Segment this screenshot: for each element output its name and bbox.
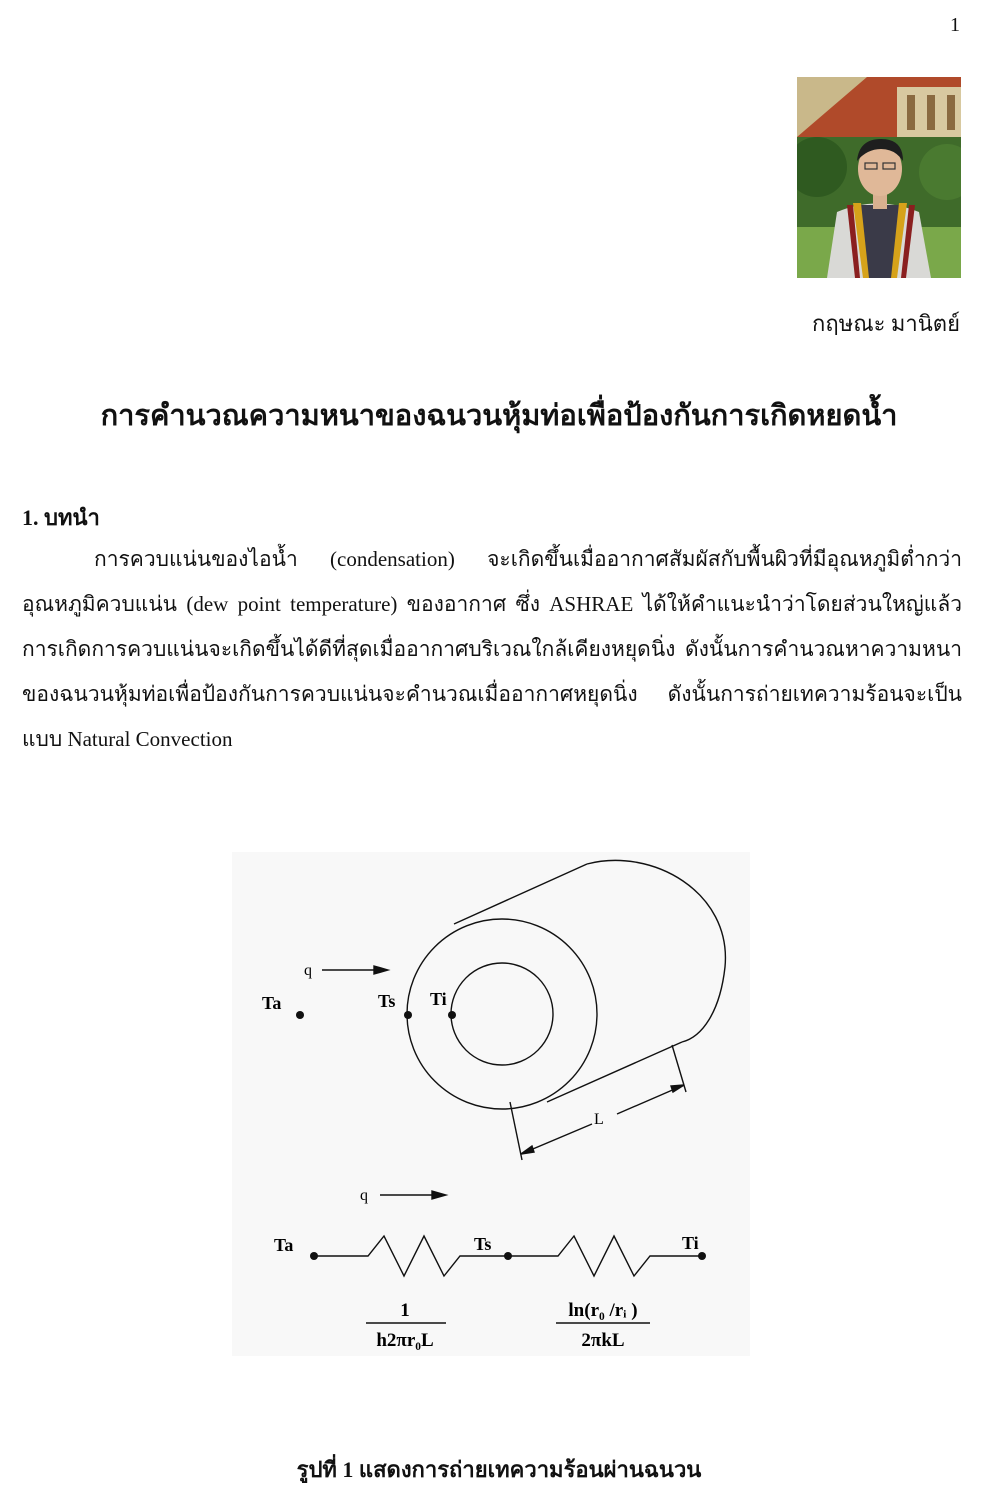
ta-point-top: [296, 1011, 304, 1019]
heat-transfer-figure: [232, 852, 750, 1356]
ti-node: [698, 1252, 706, 1260]
r1-denominator: h2πr₀L: [376, 1330, 434, 1351]
r2-denominator: 2πkL: [581, 1330, 625, 1351]
q-label-bottom: q: [360, 1187, 368, 1204]
ts-node: [504, 1252, 512, 1260]
q-label-top: q: [304, 962, 312, 979]
document-title: การคำนวณความหนาของฉนวนหุ้มท่อเพื่อป้องกันการเกิดหยดน้ำ: [100, 400, 898, 432]
intro-paragraph: การควบแน่นของไอน้ำ (condensation) จะเกิดขึ้นเมื่ออากาศสัมผัสกับพื้นผิวที่มีอุณหภูมิต่ำกว่าอุณหภูมิควบแน่น (dew point temperature) ของอากาศ ซึ่ง ASHRAE ได้ให้คำแนะนำว่าโดยส่วนใหญ่แล้วการเกิดการควบแน่นจะเกิดขึ้นได้ดีที่สุดเมื่ออากาศบริเวณใกล้เคียงหยุดนิ่ง ดังนั้นการคำนวณหาความหนาของฉนวนหุ้มท่อเพื่อป้องกันการควบแน่นจะคำนวณเมื่ออากาศหยุดนิ่ง ดังนั้นการถ่ายเทความร้อนจะเป็นแบบ Natural Convection: [22, 547, 962, 751]
ti-label-bottom: Ti: [682, 1233, 699, 1253]
ta-label-bottom: Ta: [274, 1235, 294, 1255]
author-photo: [797, 77, 961, 278]
ti-point-top: [448, 1011, 456, 1019]
length-label: L: [594, 1111, 604, 1128]
figure-caption: รูปที่ 1 แสดงการถ่ายเทความร้อนผ่านฉนวน: [296, 1457, 702, 1482]
ts-label-bottom: Ts: [474, 1234, 492, 1254]
ta-node: [310, 1252, 318, 1260]
r2-numerator: ln(r₀ /rᵢ ): [568, 1300, 638, 1321]
author-name: กฤษณะ มานิตย์: [812, 311, 960, 336]
q-arrow-bottom: [380, 1191, 446, 1199]
ts-point-top: [404, 1011, 412, 1019]
ti-label-top: Ti: [430, 989, 447, 1009]
section-heading: 1. บทนำ: [22, 505, 100, 530]
ts-label-top: Ts: [378, 991, 396, 1011]
insulated-pipe-drawing: [352, 852, 747, 1160]
page-number: 1: [950, 14, 960, 36]
r1-numerator: 1: [400, 1300, 410, 1321]
ta-label-top: Ta: [262, 993, 282, 1013]
q-arrow-top: [322, 966, 388, 974]
